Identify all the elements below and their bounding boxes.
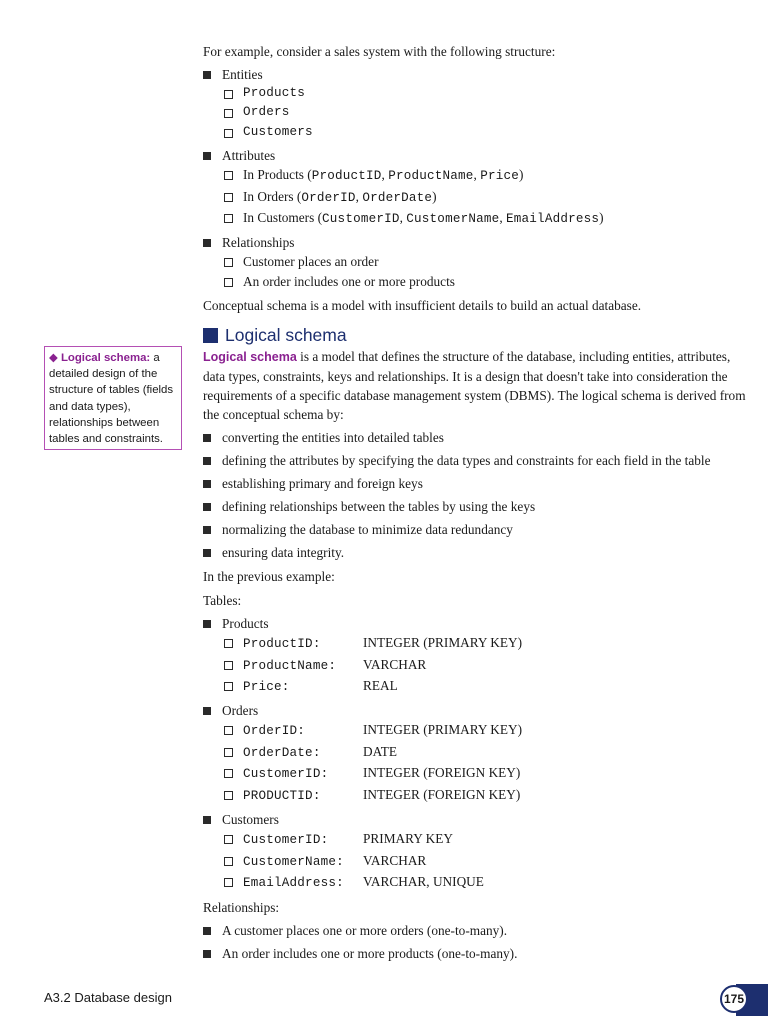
- attributes-customers: In Customers (CustomerID, CustomerName, EmailAddress): [203, 208, 755, 229]
- logical-definition: Logical schema is a model that defines the structure of the database, including entities, attributes, data types, constraints, keys and relationships. It is a design that doesn't take into consideration the requirements of a specific database management system (DBMS). The logical schema is derived from the conceptual schema by:: [203, 349, 746, 423]
- entities-item: Entities: [203, 65, 755, 84]
- glossary-definition: a detailed design of the structure of tables (fields and data types), relationships between tables and constraints.: [49, 352, 174, 446]
- entity-customers: Customers: [203, 123, 755, 142]
- attributes-products: In Products (ProductID, ProductName, Price): [203, 165, 755, 186]
- relationships-label: Relationships:: [203, 900, 280, 916]
- relationship-item: A customer places one or more orders (one-to-many).: [203, 921, 755, 940]
- derivation-list: [203, 428, 755, 562]
- field-row: OrderID: INTEGER (PRIMARY KEY): [203, 720, 755, 741]
- section-heading: [203, 325, 755, 346]
- conceptual-list: [203, 65, 755, 291]
- field-row: ProductName: VARCHAR: [203, 655, 755, 676]
- attributes-orders: In Orders (OrderID, OrderDate): [203, 187, 755, 208]
- tables-list: [203, 614, 755, 893]
- derivation-step: normalizing the database to minimize data redundancy: [203, 520, 755, 539]
- relationship-item: An order includes one or more products (one-to-many).: [203, 944, 755, 963]
- page-number: 175: [720, 985, 748, 1013]
- intro-text: For example, consider a sales system with the following structure:: [203, 44, 556, 59]
- glossary-sidebox: [44, 346, 182, 450]
- previous-example-text: In the previous example:: [203, 569, 335, 585]
- footer-section-title: A3.2 Database design: [44, 990, 172, 1005]
- field-row: CustomerID: PRIMARY KEY: [203, 829, 755, 850]
- entity-products: Products: [203, 84, 755, 103]
- entity-orders: Orders: [203, 103, 755, 122]
- diamond-icon: ◆: [49, 352, 58, 364]
- field-row: EmailAddress: VARCHAR, UNIQUE: [203, 872, 755, 893]
- relationships-list: [203, 921, 755, 963]
- glossary-term: Logical schema:: [60, 352, 151, 364]
- table-customers: Customers: [203, 810, 755, 829]
- section-heading-text: Logical schema: [225, 325, 347, 346]
- relationship-order-products: An order includes one or more products: [203, 272, 755, 291]
- table-products: Products: [203, 614, 755, 633]
- attributes-item: Attributes: [203, 146, 755, 165]
- field-row: CustomerName: VARCHAR: [203, 851, 755, 872]
- field-row: CustomerID: INTEGER (FOREIGN KEY): [203, 763, 755, 784]
- conceptual-note: Conceptual schema is a model with insufficient details to build an actual database.: [203, 298, 642, 314]
- derivation-step: converting the entities into detailed tables: [203, 428, 755, 447]
- key-term: Logical schema: [203, 350, 297, 365]
- field-row: Price: REAL: [203, 676, 755, 697]
- relationships-item: Relationships: [203, 233, 755, 252]
- relationship-customer-order: Customer places an order: [203, 252, 755, 271]
- main-content: [203, 42, 755, 963]
- derivation-step: defining relationships between the tables by using the keys: [203, 497, 755, 516]
- tables-label: Tables:: [203, 593, 242, 609]
- derivation-step: defining the attributes by specifying the data types and constraints for each field in the table: [203, 451, 755, 470]
- heading-square-icon: [203, 328, 218, 343]
- field-row: PRODUCTID: INTEGER (FOREIGN KEY): [203, 785, 755, 806]
- derivation-step: establishing primary and foreign keys: [203, 474, 755, 493]
- table-orders: Orders: [203, 701, 755, 720]
- field-row: ProductID: INTEGER (PRIMARY KEY): [203, 633, 755, 654]
- derivation-step: ensuring data integrity.: [203, 543, 755, 562]
- field-row: OrderDate: DATE: [203, 742, 755, 763]
